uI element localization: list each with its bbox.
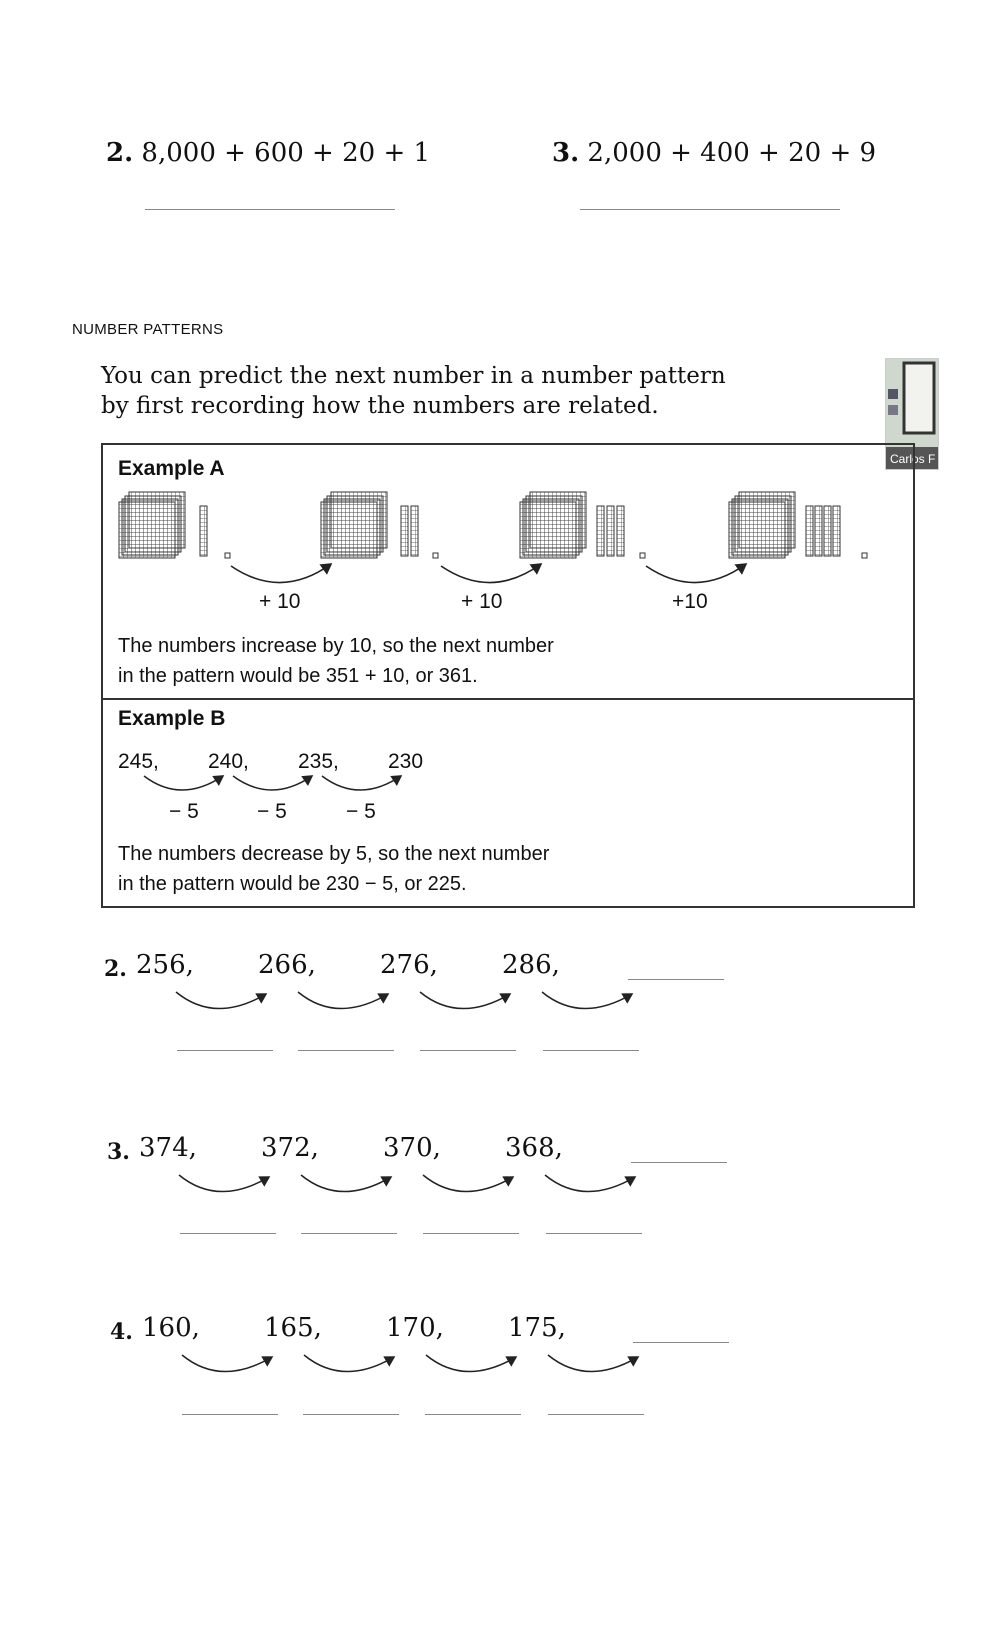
example-a-step-3: +10 <box>672 590 708 613</box>
step-arrow <box>233 776 312 790</box>
exercise-4-arrows <box>176 1351 656 1383</box>
exercise-4-step-blank[interactable] <box>548 1414 644 1415</box>
exercise-3-arrows <box>173 1171 653 1203</box>
step-arrow <box>182 1355 272 1372</box>
step-arrow <box>542 992 632 1009</box>
step-arrow <box>231 564 331 583</box>
step-arrow <box>545 1175 635 1192</box>
step-arrow <box>304 1355 394 1372</box>
example-b-title: Example B <box>118 707 226 730</box>
exercise-4-step-blank[interactable] <box>303 1414 399 1415</box>
example-b-step-3: − 5 <box>346 800 376 823</box>
exercise-2-step-blank[interactable] <box>543 1050 639 1051</box>
step-arrow <box>301 1175 391 1192</box>
example-b-value-3: 235, <box>298 750 339 773</box>
exercise-number: 2. <box>104 956 127 982</box>
exercise-2-value-2: 266, <box>258 950 316 980</box>
intro-text <box>101 361 726 421</box>
example-b-line-2: in the pattern would be 230 − 5, or 225. <box>118 873 467 895</box>
exercise-4 <box>110 1316 133 1346</box>
exercise-3-value-1: 374, <box>139 1133 197 1163</box>
section-title: NUMBER PATTERNS <box>72 321 224 338</box>
exercise-2-arrows <box>170 988 650 1020</box>
exercise-2-step-blank[interactable] <box>298 1050 394 1051</box>
step-arrow <box>176 992 266 1009</box>
example-a-line-2: in the pattern would be 351 + 10, or 361. <box>118 665 478 687</box>
intro-line-2: by first recording how the numbers are related. <box>101 393 659 419</box>
example-b-value-2: 240, <box>208 750 249 773</box>
example-a-explanation <box>118 631 554 691</box>
example-a-line-1: The numbers increase by 10, so the next number <box>118 635 554 657</box>
exercise-2-step-blank[interactable] <box>420 1050 516 1051</box>
problem-2 <box>106 138 430 168</box>
exercise-number: 4. <box>110 1319 133 1345</box>
step-arrow <box>548 1355 638 1372</box>
exercise-4-step-blank[interactable] <box>425 1414 521 1415</box>
example-b-value-4: 230 <box>388 750 424 773</box>
exercise-2-value-3: 276, <box>380 950 438 980</box>
exercise-3-step-blank[interactable] <box>546 1233 642 1234</box>
exercise-3-value-3: 370, <box>383 1133 441 1163</box>
example-a-step-2: + 10 <box>461 590 503 613</box>
step-arrow <box>322 776 401 790</box>
example-b-line-1: The numbers decrease by 5, so the next number <box>118 843 550 865</box>
exercise-3 <box>107 1136 130 1166</box>
problem-number: 3. <box>552 138 580 168</box>
exercise-2-step-blank[interactable] <box>177 1050 273 1051</box>
example-b-explanation <box>118 839 549 899</box>
example-a-title: Example A <box>118 457 225 480</box>
exercise-2-value-1: 256, <box>136 950 194 980</box>
step-arrow <box>426 1355 516 1372</box>
exercise-3-next-blank[interactable] <box>631 1162 727 1163</box>
example-b-arrows <box>101 770 501 800</box>
exercise-2 <box>104 953 127 983</box>
example-b-step-2: − 5 <box>257 800 287 823</box>
example-a-step-1: + 10 <box>259 590 301 613</box>
exercise-4-value-3: 170, <box>386 1313 444 1343</box>
step-arrow <box>298 992 388 1009</box>
answer-blank-problem-3[interactable] <box>580 209 840 210</box>
exercise-2-next-blank[interactable] <box>628 979 724 980</box>
exercise-2-value-4: 286, <box>502 950 560 980</box>
intro-line-1: You can predict the next number in a number pattern <box>101 363 726 389</box>
problem-3 <box>552 138 876 168</box>
step-arrow <box>179 1175 269 1192</box>
example-b-value-1: 245, <box>118 750 159 773</box>
thumbnail-caption: Carlos F <box>890 452 936 466</box>
problem-number: 2. <box>106 138 134 168</box>
step-arrow <box>441 564 541 583</box>
exercise-number: 3. <box>107 1139 130 1165</box>
exercise-3-step-blank[interactable] <box>423 1233 519 1234</box>
exercise-4-value-1: 160, <box>142 1313 200 1343</box>
example-b-step-1: − 5 <box>169 800 199 823</box>
exercise-4-value-2: 165, <box>264 1313 322 1343</box>
exercise-3-step-blank[interactable] <box>301 1233 397 1234</box>
problem-expression: 8,000 + 600 + 20 + 1 <box>141 138 431 168</box>
step-arrow <box>423 1175 513 1192</box>
step-arrow <box>144 776 223 790</box>
step-arrow <box>420 992 510 1009</box>
exercise-4-step-blank[interactable] <box>182 1414 278 1415</box>
exercise-3-value-2: 372, <box>261 1133 319 1163</box>
step-arrow <box>646 564 746 583</box>
exercise-4-next-blank[interactable] <box>633 1342 729 1343</box>
problem-expression: 2,000 + 400 + 20 + 9 <box>587 138 877 168</box>
answer-blank-problem-2[interactable] <box>145 209 395 210</box>
exercise-4-value-4: 175, <box>508 1313 566 1343</box>
example-a-arrows <box>101 550 915 590</box>
exercise-3-step-blank[interactable] <box>180 1233 276 1234</box>
exercise-3-value-4: 368, <box>505 1133 563 1163</box>
